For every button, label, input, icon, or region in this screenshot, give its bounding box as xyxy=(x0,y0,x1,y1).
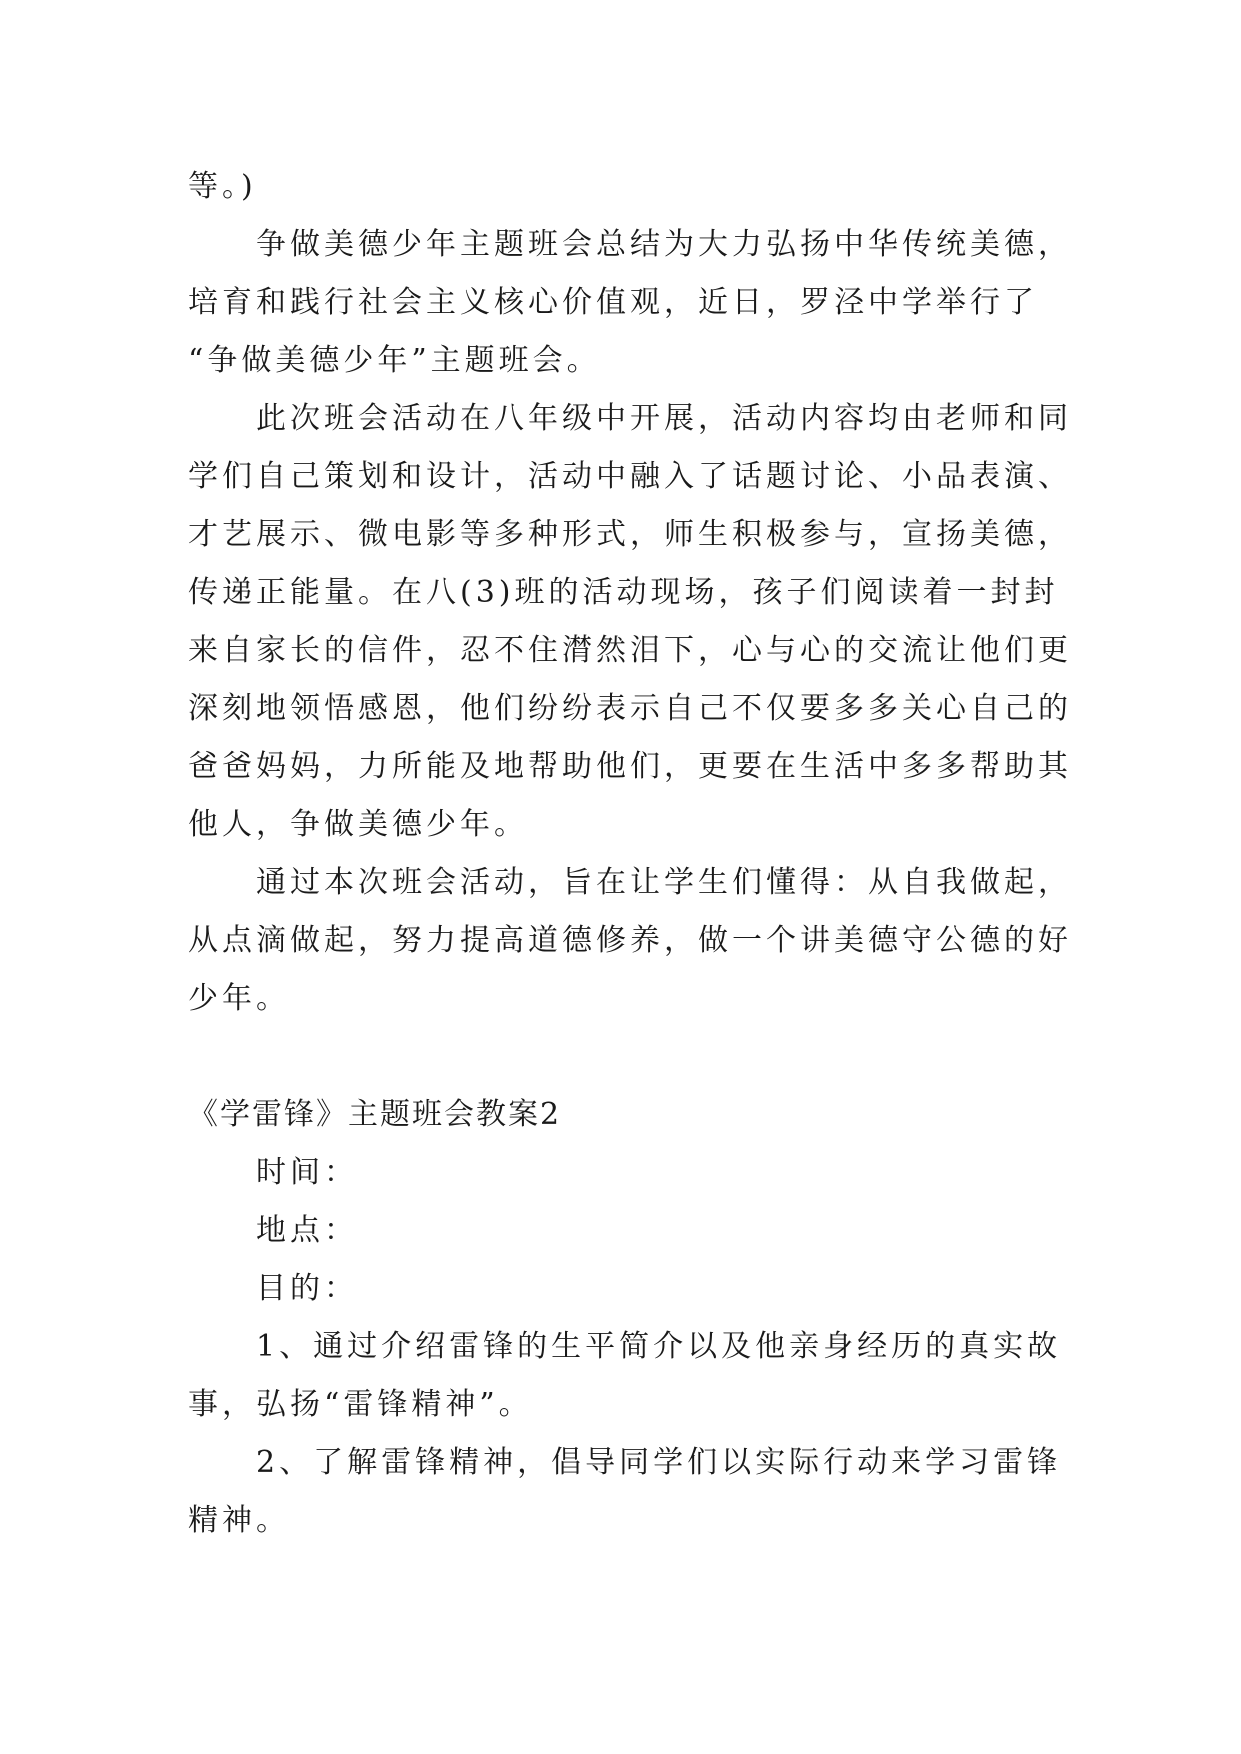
text-line: 时间： xyxy=(256,1155,358,1190)
text-line: “争做美德少年”主题班会。 xyxy=(188,343,601,378)
text-line: 此次班会活动在八年级中开展，活动内容均由老师和同 xyxy=(256,401,1072,436)
text-line: 事，弘扬“雷锋精神”。 xyxy=(188,1387,533,1422)
section-lesson-plan xyxy=(188,1086,1062,1550)
text-line: 目的： xyxy=(256,1271,358,1306)
text-line: 少年。 xyxy=(188,981,290,1016)
text-line: 爸爸妈妈，力所能及地帮助他们，更要在生活中多多帮助其 xyxy=(188,749,1072,784)
text-line: 通过本次班会活动，旨在让学生们懂得：从自我做起， xyxy=(256,865,1072,900)
text-line: 1、通过介绍雷锋的生平简介以及他亲身经历的真实故 xyxy=(256,1329,1062,1364)
text-line: 2、了解雷锋精神，倡导同学们以实际行动来学习雷锋 xyxy=(256,1445,1062,1480)
document-body xyxy=(188,158,1072,1550)
text-line: 才艺展示、微电影等多种形式，师生积极参与，宣扬美德， xyxy=(188,517,1072,552)
text-line: 精神。 xyxy=(188,1503,290,1538)
text-line: 传递正能量。在八(3)班的活动现场，孩子们阅读着一封封 xyxy=(188,575,1059,610)
text-line: 地点： xyxy=(256,1213,358,1248)
section-spacer xyxy=(188,1028,1058,1086)
text-line: 从点滴做起，努力提高道德修养，做一个讲美德守公德的好 xyxy=(188,923,1072,958)
text-line: 培育和践行社会主义核心价值观，近日，罗泾中学举行了 xyxy=(188,285,1038,320)
section-heading: 《学雷锋》主题班会教案2 xyxy=(188,1097,562,1132)
section-summary xyxy=(188,158,1072,1028)
text-line: 深刻地领悟感恩，他们纷纷表示自己不仅要多多关心自己的 xyxy=(188,691,1072,726)
text-line: 等。) xyxy=(188,169,257,204)
text-line: 他人，争做美德少年。 xyxy=(188,807,528,842)
text-line: 学们自己策划和设计，活动中融入了话题讨论、小品表演、 xyxy=(188,459,1072,494)
text-line: 争做美德少年主题班会总结为大力弘扬中华传统美德， xyxy=(256,227,1072,262)
text-line: 来自家长的信件，忍不住潸然泪下，心与心的交流让他们更 xyxy=(188,633,1072,668)
